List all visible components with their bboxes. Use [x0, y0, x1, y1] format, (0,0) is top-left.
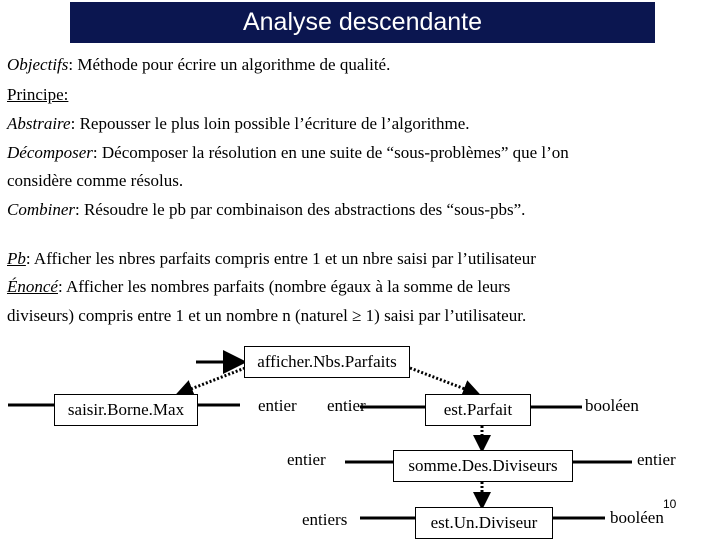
objectifs-label: Objectifs	[7, 55, 69, 74]
abstraire-label: Abstraire	[7, 114, 71, 133]
decomposer-text-2: considère comme résolus.	[7, 171, 184, 190]
link-afficher-estparfait	[410, 368, 478, 394]
label-booleen-1: booléen	[585, 396, 639, 415]
pb-label: Pb	[7, 249, 26, 268]
abstraire-text: : Repousser le plus loin possible l’écriture de l’algorithme.	[70, 114, 470, 133]
objectifs-text: : Méthode pour écrire un algorithme de qualité.	[68, 55, 391, 74]
box-somme-des-diviseurs: somme.Des.Diviseurs	[393, 450, 573, 482]
enonce-label: Énoncé	[7, 277, 58, 296]
slide-title: Analyse descendante	[70, 2, 655, 43]
label-entier-1: entier	[258, 396, 297, 415]
box-afficher-nbs-parfaits: afficher.Nbs.Parfaits	[244, 346, 410, 378]
decomposer-label: Décomposer	[7, 143, 93, 162]
page-number: 10	[663, 497, 677, 511]
label-entier-4: entier	[637, 450, 676, 469]
pb-text: : Afficher les nbres parfaits compris entre 1 et un nbre saisi par l’utilisateur	[25, 249, 536, 268]
label-entiers: entiers	[302, 510, 348, 529]
combiner-label: Combiner	[7, 200, 75, 219]
link-afficher-saisir	[178, 368, 245, 394]
box-est-parfait: est.Parfait	[425, 394, 531, 426]
principe-label: Principe:	[7, 85, 69, 104]
label-entier-3: entier	[287, 450, 326, 469]
label-entier-2: entier	[327, 396, 366, 415]
box-saisir-borne-max: saisir.Borne.Max	[54, 394, 198, 426]
decomposer-text: : Décomposer la résolution en une suite de “sous-problèmes” que l’on	[92, 143, 569, 162]
enonce-text: : Afficher les nombres parfaits (nombre égaux à la somme de leurs	[57, 277, 511, 296]
label-booleen-2: booléen	[610, 508, 664, 527]
box-est-un-diviseur: est.Un.Diviseur	[415, 507, 553, 539]
enonce-text-2: diviseurs) compris entre 1 et un nombre n (naturel ≥ 1) saisi par l’utilisateur.	[7, 306, 527, 325]
combiner-text: : Résoudre le pb par combinaison des abstractions des “sous-pbs”.	[75, 200, 526, 219]
